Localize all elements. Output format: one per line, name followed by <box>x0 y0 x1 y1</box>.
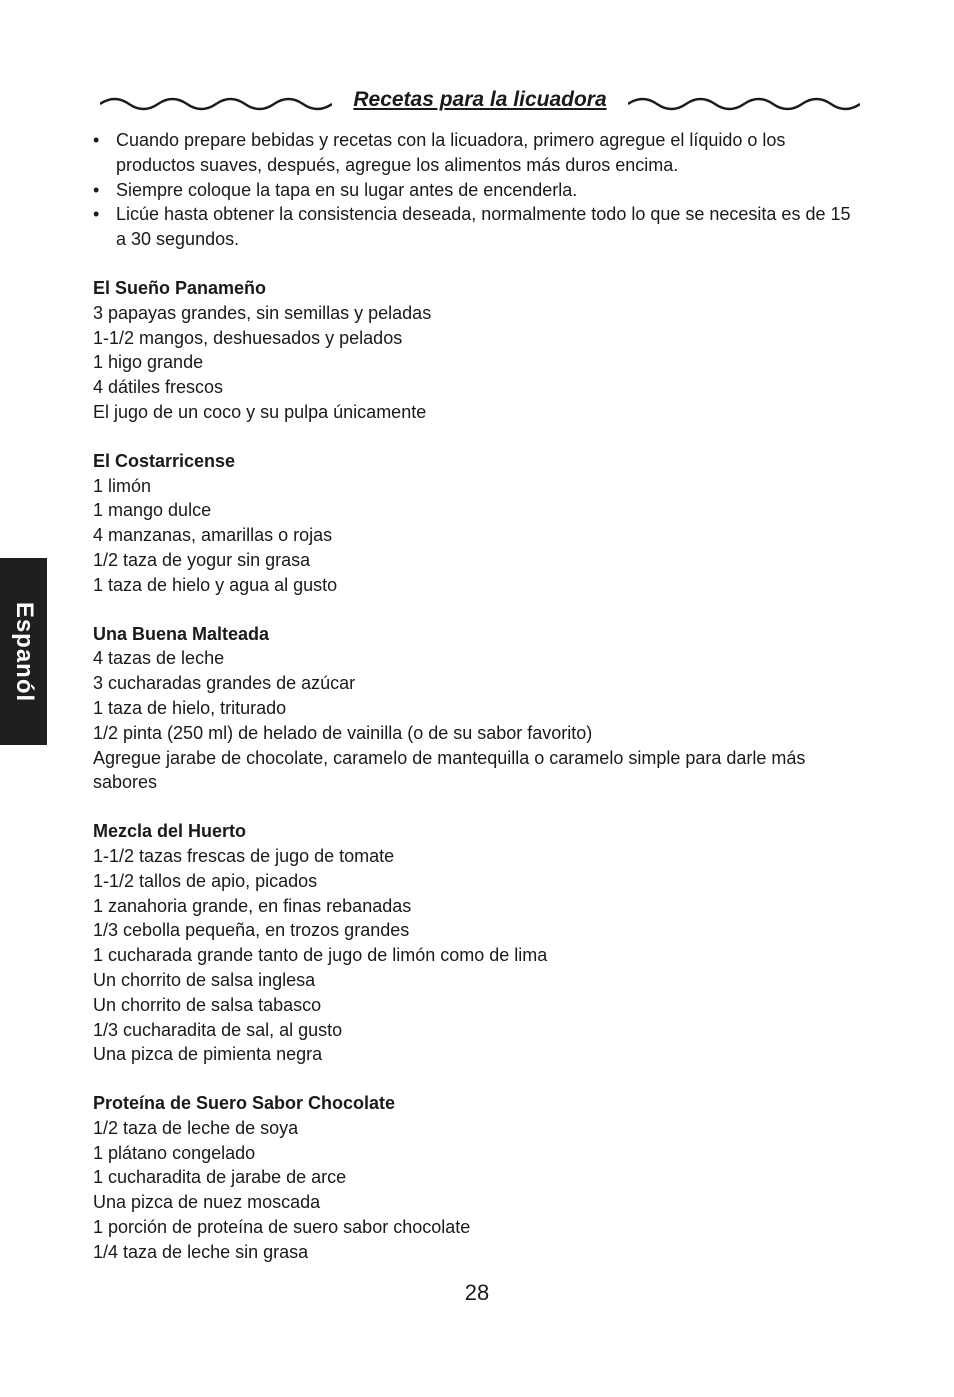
recipe-section <box>93 819 863 1067</box>
tip-text: Licúe hasta obtener la consistencia deseada, normalmente todo lo que se necesita es de 15 a 30 segundos. <box>116 204 851 250</box>
page-title: Recetas para la licuadora <box>353 88 607 111</box>
ingredient: 1 zanahoria grande, en finas rebanadas <box>93 895 412 916</box>
bullet: • <box>93 204 100 225</box>
bullet: • <box>93 130 100 150</box>
ingredient: 1 plátano congelado <box>93 1142 256 1163</box>
ingredient: 1 mango dulce <box>93 500 212 521</box>
recipe-section <box>93 1091 863 1265</box>
ingredient: 1/4 taza de leche sin grasa <box>93 1241 309 1262</box>
ingredient: 1 cucharadita de jarabe de arce <box>93 1167 347 1188</box>
recipe-title: Una Buena Malteada <box>93 623 270 644</box>
language-label: Espanól <box>10 601 38 702</box>
ingredient: 1 taza de hielo y agua al gusto <box>93 574 338 595</box>
page-number: 28 <box>464 1280 490 1305</box>
recipe-section <box>93 276 863 425</box>
ingredient: 4 dátiles frescos <box>93 377 224 398</box>
ingredient: Una pizca de pimienta negra <box>93 1044 323 1065</box>
recipe-title: El Sueño Panameño <box>93 277 267 298</box>
recipe-content <box>93 128 863 1265</box>
ingredient: 1/2 taza de leche de soya <box>93 1117 299 1138</box>
ingredient: Un chorrito de salsa tabasco <box>93 994 322 1015</box>
ingredient: Agregue jarabe de chocolate, caramelo de mantequilla o caramelo simple para darle más sabores <box>93 747 806 793</box>
ingredient: 1 porción de proteína de suero sabor chocolate <box>93 1217 471 1238</box>
list-item <box>93 202 863 252</box>
tips-list <box>93 128 863 252</box>
ingredient: 3 cucharadas grandes de azúcar <box>93 673 356 694</box>
list-item <box>93 128 863 178</box>
bullet: • <box>93 179 100 200</box>
list-item <box>93 178 863 203</box>
ingredient: 1/3 cebolla pequeña, en trozos grandes <box>93 920 410 941</box>
ingredient: Un chorrito de salsa inglesa <box>93 969 316 990</box>
ingredient: 1-1/2 tallos de apio, picados <box>93 870 318 891</box>
recipe-section <box>93 449 863 598</box>
ingredient: 1/2 taza de yogur sin grasa <box>93 549 311 570</box>
ingredient: 4 tazas de leche <box>93 648 225 669</box>
language-side-tab <box>0 558 47 745</box>
tip-text: Cuando prepare bebidas y recetas con la licuadora, primero agregue el líquido o los productos suaves, después, agregue los alimentos más duros encima. <box>116 130 786 175</box>
ingredient: El jugo de un coco y su pulpa únicamente <box>93 401 427 422</box>
recipe-title: Proteína de Suero Sabor Chocolate <box>93 1093 396 1114</box>
ingredient: 1/2 pinta (250 ml) de helado de vainilla (o de su sabor favorito) <box>93 722 593 743</box>
ingredient: 1-1/2 mangos, deshuesados y pelados <box>93 327 403 348</box>
ingredient: Una pizca de nuez moscada <box>93 1192 321 1213</box>
ingredient: 1 limón <box>93 475 152 496</box>
tip-text: Siempre coloque la tapa en su lugar antes de encenderla. <box>116 179 578 200</box>
ingredient: 1-1/2 tazas frescas de jugo de tomate <box>93 845 395 866</box>
ingredient: 1/3 cucharadita de sal, al gusto <box>93 1019 343 1040</box>
recipe-title: El Costarricense <box>93 450 236 471</box>
ingredient: 1 taza de hielo, triturado <box>93 697 287 718</box>
ingredient: 1 cucharada grande tanto de jugo de limón como de lima <box>93 945 548 966</box>
ingredient: 3 papayas grandes, sin semillas y peladas <box>93 302 432 323</box>
recipe-section <box>93 622 863 796</box>
ingredient: 1 higo grande <box>93 352 204 373</box>
ingredient: 4 manzanas, amarillas o rojas <box>93 525 333 546</box>
recipe-title: Mezcla del Huerto <box>93 821 247 842</box>
page-header <box>100 88 860 120</box>
